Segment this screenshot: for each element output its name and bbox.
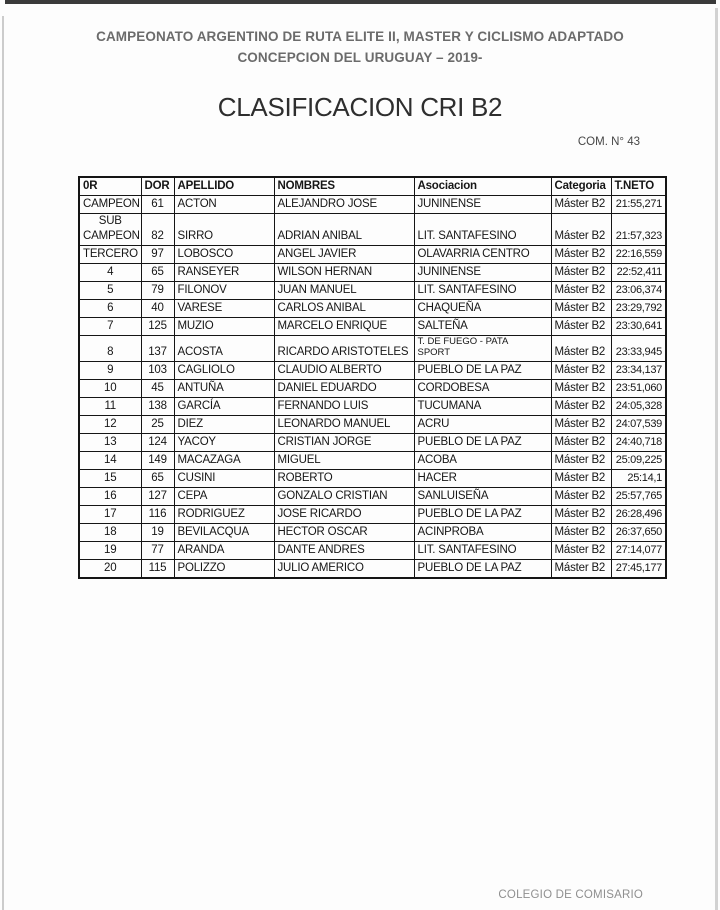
cell-nombres: WILSON HERNAN bbox=[274, 264, 414, 282]
cell-dor: 103 bbox=[141, 362, 174, 380]
cell-categoria: Máster B2 bbox=[551, 246, 611, 264]
cell-apellido: MUZIO bbox=[174, 318, 274, 336]
column-header: APELLIDO bbox=[174, 177, 274, 196]
table-row bbox=[79, 264, 666, 282]
cell-asociacion: SANLUISEÑA bbox=[414, 488, 551, 506]
cell-dor: 149 bbox=[141, 452, 174, 470]
cell-t_neto: 25:57,765 bbox=[611, 488, 666, 506]
cell-apellido: LOBOSCO bbox=[174, 246, 274, 264]
cell-dor: 65 bbox=[141, 264, 174, 282]
cell-asociacion: HACER bbox=[414, 470, 551, 488]
cell-nombres: JULIO AMERICO bbox=[274, 560, 414, 579]
cell-nombres: JUAN MANUEL bbox=[274, 282, 414, 300]
results-table bbox=[78, 176, 667, 579]
cell-categoria: Máster B2 bbox=[551, 264, 611, 282]
cell-apellido: DIEZ bbox=[174, 416, 274, 434]
cell-t_neto: 24:40,718 bbox=[611, 434, 666, 452]
cell-pos: 12 bbox=[79, 416, 141, 434]
table-row bbox=[79, 336, 666, 362]
cell-asociacion: ACINPROBA bbox=[414, 524, 551, 542]
cell-asociacion: LIT. SANTAFESINO bbox=[414, 214, 551, 246]
cell-categoria: Máster B2 bbox=[551, 416, 611, 434]
cell-nombres: MIGUEL bbox=[274, 452, 414, 470]
cell-apellido: CUSINI bbox=[174, 470, 274, 488]
cell-categoria: Máster B2 bbox=[551, 560, 611, 579]
cell-nombres: ADRIAN ANIBAL bbox=[274, 214, 414, 246]
table-row bbox=[79, 380, 666, 398]
cell-categoria: Máster B2 bbox=[551, 214, 611, 246]
communique-number: COM. N° 43 bbox=[577, 136, 640, 148]
table-row bbox=[79, 542, 666, 560]
cell-pos: CAMPEON bbox=[79, 196, 141, 214]
cell-t_neto: 23:30,641 bbox=[611, 318, 666, 336]
cell-nombres: CLAUDIO ALBERTO bbox=[274, 362, 414, 380]
table-row bbox=[79, 560, 666, 579]
cell-t_neto: 26:28,496 bbox=[611, 506, 666, 524]
cell-apellido: ANTUÑA bbox=[174, 380, 274, 398]
cell-categoria: Máster B2 bbox=[551, 196, 611, 214]
cell-asociacion: ACOBA bbox=[414, 452, 551, 470]
cell-pos: 4 bbox=[79, 264, 141, 282]
table-row bbox=[79, 524, 666, 542]
cell-apellido: CAGLIOLO bbox=[174, 362, 274, 380]
cell-categoria: Máster B2 bbox=[551, 380, 611, 398]
cell-apellido: VARESE bbox=[174, 300, 274, 318]
table-row bbox=[79, 470, 666, 488]
cell-apellido: POLIZZO bbox=[174, 560, 274, 579]
cell-pos: 18 bbox=[79, 524, 141, 542]
cell-pos: 13 bbox=[79, 434, 141, 452]
cell-dor: 61 bbox=[141, 196, 174, 214]
cell-nombres: JOSE RICARDO bbox=[274, 506, 414, 524]
cell-asociacion: JUNINENSE bbox=[414, 264, 551, 282]
cell-categoria: Máster B2 bbox=[551, 506, 611, 524]
asociacion-small-text: T. DE FUEGO - PATA SPORT bbox=[417, 336, 508, 358]
cell-categoria: Máster B2 bbox=[551, 488, 611, 506]
cell-pos: 17 bbox=[79, 506, 141, 524]
cell-dor: 82 bbox=[141, 214, 174, 246]
cell-dor: 19 bbox=[141, 524, 174, 542]
cell-asociacion: PUEBLO DE LA PAZ bbox=[414, 506, 551, 524]
cell-nombres: RICARDO ARISTOTELES bbox=[274, 336, 414, 362]
cell-asociacion: LIT. SANTAFESINO bbox=[414, 542, 551, 560]
cell-t_neto: 27:14,077 bbox=[611, 542, 666, 560]
table-row bbox=[79, 362, 666, 380]
cell-dor: 137 bbox=[141, 336, 174, 362]
cell-t_neto: 21:57,323 bbox=[611, 214, 666, 246]
cell-t_neto: 24:07,539 bbox=[611, 416, 666, 434]
cell-nombres: HECTOR OSCAR bbox=[274, 524, 414, 542]
cell-dor: 97 bbox=[141, 246, 174, 264]
cell-asociacion: CORDOBESA bbox=[414, 380, 551, 398]
cell-nombres: FERNANDO LUIS bbox=[274, 398, 414, 416]
cell-pos: 20 bbox=[79, 560, 141, 579]
cell-apellido: GARCÍA bbox=[174, 398, 274, 416]
cell-pos: 19 bbox=[79, 542, 141, 560]
column-header: 0R bbox=[79, 177, 141, 196]
column-header: NOMBRES bbox=[274, 177, 414, 196]
table-row bbox=[79, 246, 666, 264]
cell-categoria: Máster B2 bbox=[551, 434, 611, 452]
cell-pos: 11 bbox=[79, 398, 141, 416]
cell-categoria: Máster B2 bbox=[551, 282, 611, 300]
cell-pos: 9 bbox=[79, 362, 141, 380]
cell-asociacion: PUEBLO DE LA PAZ bbox=[414, 434, 551, 452]
cell-categoria: Máster B2 bbox=[551, 318, 611, 336]
header-row bbox=[79, 177, 666, 196]
cell-pos: 5 bbox=[79, 282, 141, 300]
cell-nombres: MARCELO ENRIQUE bbox=[274, 318, 414, 336]
column-header: Asociacion bbox=[414, 177, 551, 196]
cell-dor: 116 bbox=[141, 506, 174, 524]
cell-nombres: DANTE ANDRES bbox=[274, 542, 414, 560]
cell-asociacion: OLAVARRIA CENTRO bbox=[414, 246, 551, 264]
table-row bbox=[79, 416, 666, 434]
cell-nombres: LEONARDO MANUEL bbox=[274, 416, 414, 434]
scan-top-edge bbox=[5, 0, 716, 4]
cell-asociacion: JUNINENSE bbox=[414, 196, 551, 214]
cell-dor: 40 bbox=[141, 300, 174, 318]
cell-t_neto: 23:34,137 bbox=[611, 362, 666, 380]
cell-dor: 65 bbox=[141, 470, 174, 488]
cell-t_neto: 25:14,1 bbox=[611, 470, 666, 488]
cell-categoria: Máster B2 bbox=[551, 470, 611, 488]
table-row bbox=[79, 434, 666, 452]
header-line-1: CAMPEONATO ARGENTINO DE RUTA ELITE II, MASTER Y CICLISMO ADAPTADO bbox=[96, 29, 624, 44]
cell-dor: 124 bbox=[141, 434, 174, 452]
cell-dor: 79 bbox=[141, 282, 174, 300]
cell-asociacion: PUEBLO DE LA PAZ bbox=[414, 560, 551, 579]
cell-nombres: CARLOS ANIBAL bbox=[274, 300, 414, 318]
scan-left-edge bbox=[2, 16, 4, 910]
table-row bbox=[79, 398, 666, 416]
table-row bbox=[79, 300, 666, 318]
cell-nombres: ALEJANDRO JOSE bbox=[274, 196, 414, 214]
cell-asociacion: CHAQUEÑA bbox=[414, 300, 551, 318]
cell-apellido: CEPA bbox=[174, 488, 274, 506]
table-row bbox=[79, 214, 666, 246]
cell-categoria: Máster B2 bbox=[551, 524, 611, 542]
table-row bbox=[79, 506, 666, 524]
column-header: DOR bbox=[141, 177, 174, 196]
cell-categoria: Máster B2 bbox=[551, 542, 611, 560]
cell-categoria: Máster B2 bbox=[551, 452, 611, 470]
cell-categoria: Máster B2 bbox=[551, 300, 611, 318]
cell-pos: 14 bbox=[79, 452, 141, 470]
cell-nombres: ANGEL JAVIER bbox=[274, 246, 414, 264]
table-row bbox=[79, 196, 666, 214]
cell-apellido: ACOSTA bbox=[174, 336, 274, 362]
cell-dor: 115 bbox=[141, 560, 174, 579]
footer-label: COLEGIO DE COMISARIO bbox=[498, 889, 643, 901]
cell-t_neto: 22:16,559 bbox=[611, 246, 666, 264]
page-title: CLASIFICACION CRI B2 bbox=[217, 92, 503, 122]
scan-right-edge bbox=[715, 8, 718, 910]
cell-asociacion: ACRU bbox=[414, 416, 551, 434]
cell-nombres: GONZALO CRISTIAN bbox=[274, 488, 414, 506]
cell-nombres: ROBERTO bbox=[274, 470, 414, 488]
cell-t_neto: 26:37,650 bbox=[611, 524, 666, 542]
cell-apellido: BEVILACQUA bbox=[174, 524, 274, 542]
cell-pos: 7 bbox=[79, 318, 141, 336]
cell-pos: 10 bbox=[79, 380, 141, 398]
cell-apellido: ARANDA bbox=[174, 542, 274, 560]
cell-t_neto: 22:52,411 bbox=[611, 264, 666, 282]
cell-dor: 45 bbox=[141, 380, 174, 398]
cell-dor: 125 bbox=[141, 318, 174, 336]
cell-asociacion: PUEBLO DE LA PAZ bbox=[414, 362, 551, 380]
cell-categoria: Máster B2 bbox=[551, 336, 611, 362]
cell-nombres: CRISTIAN JORGE bbox=[274, 434, 414, 452]
cell-apellido: FILONOV bbox=[174, 282, 274, 300]
cell-apellido: ACTON bbox=[174, 196, 274, 214]
cell-dor: 127 bbox=[141, 488, 174, 506]
cell-apellido: YACOY bbox=[174, 434, 274, 452]
cell-categoria: Máster B2 bbox=[551, 398, 611, 416]
cell-dor: 138 bbox=[141, 398, 174, 416]
table-row bbox=[79, 282, 666, 300]
cell-asociacion bbox=[414, 336, 551, 362]
cell-nombres: DANIEL EDUARDO bbox=[274, 380, 414, 398]
cell-pos: 16 bbox=[79, 488, 141, 506]
table-row bbox=[79, 318, 666, 336]
cell-categoria: Máster B2 bbox=[551, 362, 611, 380]
cell-apellido: MACAZAGA bbox=[174, 452, 274, 470]
cell-pos: 6 bbox=[79, 300, 141, 318]
cell-t_neto: 27:45,177 bbox=[611, 560, 666, 579]
cell-apellido: SIRRO bbox=[174, 214, 274, 246]
cell-t_neto: 23:29,792 bbox=[611, 300, 666, 318]
cell-t_neto: 23:06,374 bbox=[611, 282, 666, 300]
cell-pos: SUB CAMPEON bbox=[79, 214, 141, 246]
table-row bbox=[79, 452, 666, 470]
results-table-head bbox=[79, 177, 666, 196]
column-header: Categoria bbox=[551, 177, 611, 196]
cell-apellido: RODRIGUEZ bbox=[174, 506, 274, 524]
results-table-body bbox=[79, 196, 666, 579]
cell-asociacion: LIT. SANTAFESINO bbox=[414, 282, 551, 300]
cell-t_neto: 24:05,328 bbox=[611, 398, 666, 416]
table-row bbox=[79, 488, 666, 506]
column-header: T.NETO bbox=[611, 177, 666, 196]
cell-t_neto: 23:51,060 bbox=[611, 380, 666, 398]
cell-t_neto: 21:55,271 bbox=[611, 196, 666, 214]
cell-asociacion: TUCUMANA bbox=[414, 398, 551, 416]
cell-t_neto: 25:09,225 bbox=[611, 452, 666, 470]
cell-asociacion: SALTEÑA bbox=[414, 318, 551, 336]
cell-dor: 25 bbox=[141, 416, 174, 434]
cell-pos: 8 bbox=[79, 336, 141, 362]
cell-apellido: RANSEYER bbox=[174, 264, 274, 282]
document-header bbox=[10, 26, 710, 68]
cell-t_neto: 23:33,945 bbox=[611, 336, 666, 362]
cell-pos: 15 bbox=[79, 470, 141, 488]
header-line-2: CONCEPCION DEL URUGUAY – 2019- bbox=[237, 50, 483, 65]
cell-pos: TERCERO bbox=[79, 246, 141, 264]
cell-dor: 77 bbox=[141, 542, 174, 560]
